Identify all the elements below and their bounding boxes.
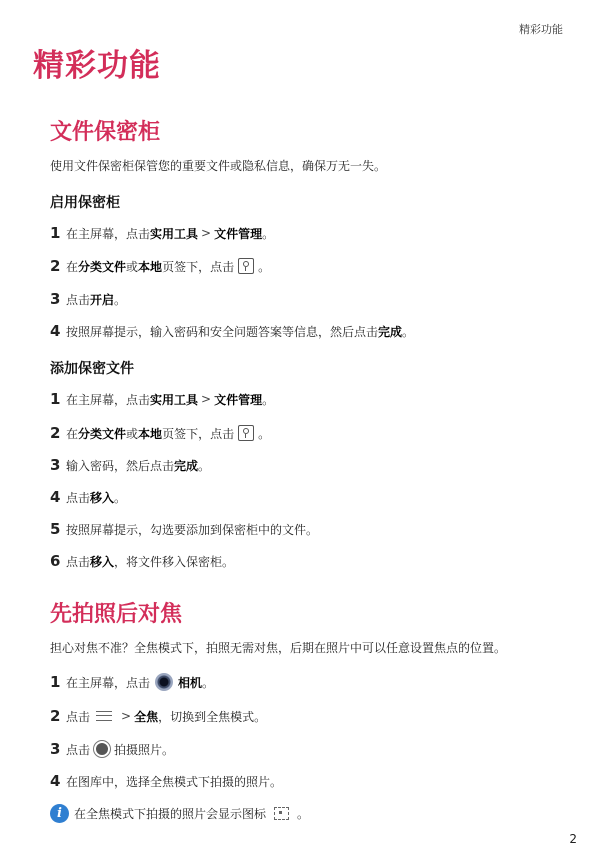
step-enable-4: 4 按照屏幕提示，输入密码和安全问题答案等信息，然后点击 完成 。: [50, 322, 415, 340]
section-intro-all-focus: 担心对焦不准？全焦模式下，拍照无需对焦，后期在照片中可以任意设置焦点的位置。: [50, 641, 507, 655]
info-icon: i: [50, 804, 69, 823]
step-enable-1: 1 在主屏幕，点击 实用工具 > 文件管理 。: [50, 224, 275, 242]
step-add-4: 4 点击 移入 。: [50, 488, 127, 506]
step-focus-3: 3 点击 拍摄照片。: [50, 740, 175, 758]
shutter-icon: [93, 740, 111, 758]
step-focus-2: 2 点击 > 全焦 ，切换到全焦模式。: [50, 707, 267, 725]
section-title-file-safe: 文件保密柜: [50, 120, 161, 145]
all-focus-icon: [274, 807, 289, 820]
info-note: i 在全焦模式下拍摄的照片会显示图标 。: [50, 804, 309, 823]
step-enable-3: 3 点击 开启 。: [50, 290, 127, 308]
section-intro-file-safe: 使用文件保密柜保管您的重要文件或隐私信息，确保万无一失。: [50, 159, 387, 173]
step-add-1: 1 在主屏幕，点击 实用工具 > 文件管理 。: [50, 390, 275, 408]
camera-app-icon: [155, 673, 173, 691]
step-add-2: 2 在 分类文件 或 本地 页签下，点击 。: [50, 424, 271, 442]
step-focus-4: 4 在图库中，选择全焦模式下拍摄的照片。: [50, 772, 283, 790]
step-add-5: 5 按照屏幕提示，勾选要添加到保密柜中的文件。: [50, 520, 319, 538]
menu-icon: [96, 711, 112, 721]
subsection-title-enable-safe: 启用保密柜: [50, 195, 120, 211]
key-icon: [238, 425, 254, 441]
page-number: 2: [569, 832, 577, 846]
section-title-all-focus: 先拍照后对焦: [50, 602, 183, 627]
running-header: 精彩功能: [519, 23, 563, 36]
subsection-title-add-files: 添加保密文件: [50, 361, 134, 377]
step-enable-2: 2 在 分类文件 或 本地 页签下，点击 。: [50, 257, 271, 275]
step-add-6: 6 点击 移入 ，将文件移入保密柜。: [50, 552, 235, 570]
step-add-3: 3 输入密码，然后点击 完成 。: [50, 456, 211, 474]
key-icon: [238, 258, 254, 274]
chapter-title: 精彩功能: [33, 48, 161, 84]
step-focus-1: 1 在主屏幕，点击 相机 。: [50, 673, 215, 691]
